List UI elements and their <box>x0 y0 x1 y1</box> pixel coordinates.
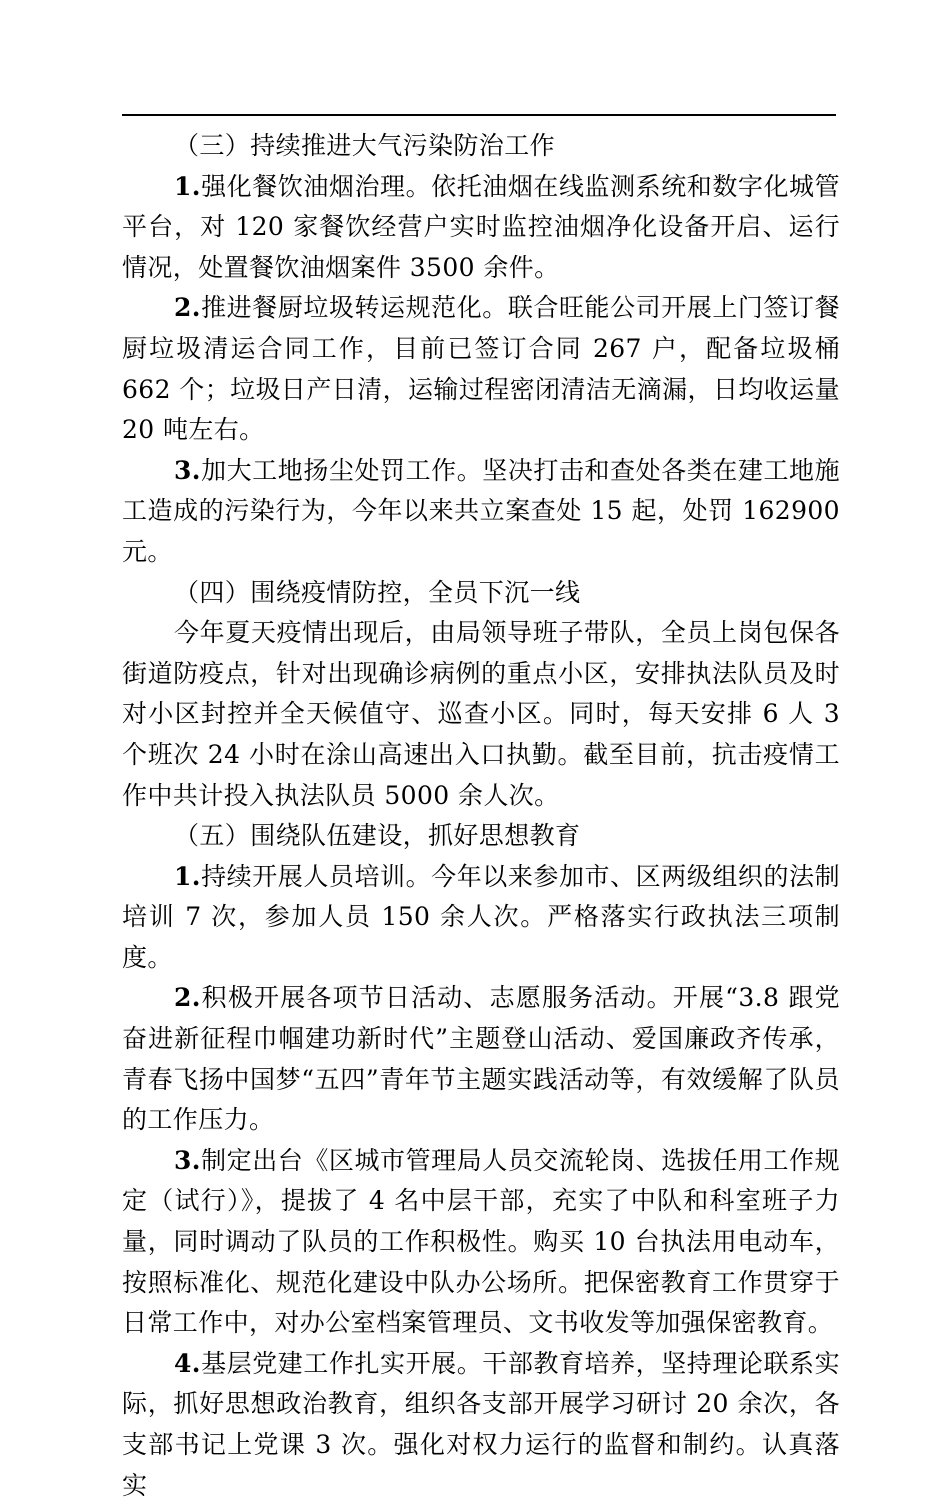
paragraph-body-4: 今年夏天疫情出现后，由局领导班子带队，全员上岗包保各街道防疫点，针对出现确诊病例的重点小区，安排执法队员及时对小区封控并全天候值守、巡查小区。同时，每天安排 6 人 3 个班次 24 小时在涂山高速出入口执勤。截至目前，抗击疫情工作中共计投入执法队员 5000 余人次。 <box>122 618 840 810</box>
header-rule <box>122 114 836 116</box>
document-body <box>122 126 840 1506</box>
item-number: 2. <box>174 983 201 1013</box>
item-number: 1. <box>174 171 201 201</box>
item-text: 加大工地扬尘处罚工作。坚决打击和查处各类在建工地施工造成的污染行为，今年以来共立案查处 15 起，处罚 162900 元。 <box>122 455 840 566</box>
item-text: 基层党建工作扎实开展。干部教育培养，坚持理论联系实际，抓好思想政治教育，组织各支部开展学习研讨 20 余次，各支部书记上党课 3 次。强化对权力运行的监督和制约。认真落实 <box>122 1348 840 1500</box>
paragraph-item-5-4 <box>122 1344 840 1506</box>
item-text: 强化餐饮油烟治理。依托油烟在线监测系统和数字化城管平台，对 120 家餐饮经营户实时监控油烟净化设备开启、运行情况，处置餐饮油烟案件 3500 余件。 <box>122 171 840 282</box>
paragraph-item-3-3 <box>122 451 840 573</box>
item-number: 1. <box>174 861 201 891</box>
section-heading-4: （四）围绕疫情防控，全员下沉一线 <box>174 577 581 607</box>
paragraph-item-3-2 <box>122 288 840 450</box>
item-number: 4. <box>174 1348 201 1378</box>
paragraph-item-5-1 <box>122 857 840 979</box>
section-heading-5: （五）围绕队伍建设，抓好思想教育 <box>174 821 581 851</box>
paragraph-item-5-2 <box>122 978 840 1140</box>
item-text: 持续开展人员培训。今年以来参加市、区两级组织的法制培训 7 次，参加人员 150 余人次。严格落实行政执法三项制度。 <box>122 861 840 972</box>
item-number: 3. <box>174 1145 201 1175</box>
section-heading-3: （三）持续推进大气污染防治工作 <box>174 131 556 160</box>
item-number: 3. <box>174 455 201 485</box>
item-text: 制定出台《区城市管理局人员交流轮岗、选拔任用工作规定（试行）》，提拔了 4 名中层干部，充实了中队和科室班子力量，同时调动了队员的工作积极性。购买 10 台执法用电动车，按照标准化、规范化建设中队办公场所。把保密教育工作贯穿于日常工作中，对办公室档案管理员、文书收发等加强保密教育。 <box>122 1145 840 1338</box>
item-text: 积极开展各项节日活动、志愿服务活动。开展“3.8 跟党奋进新征程巾帼建功新时代”主题登山活动、爱国廉政齐传承，青春飞扬中国梦“五四”青年节主题实践活动等，有效缓解了队员的工作压力。 <box>122 983 840 1135</box>
paragraph-item-5-3 <box>122 1141 840 1344</box>
paragraph-item-3-1 <box>122 167 840 289</box>
item-number: 2. <box>174 293 201 323</box>
item-text: 推进餐厨垃圾转运规范化。联合旺能公司开展上门签订餐厨垃圾清运合同工作，目前已签订合同 267 户，配备垃圾桶 662 个；垃圾日产日清，运输过程密闭清洁无滴漏，日均收运量 20 吨左右。 <box>122 293 840 445</box>
